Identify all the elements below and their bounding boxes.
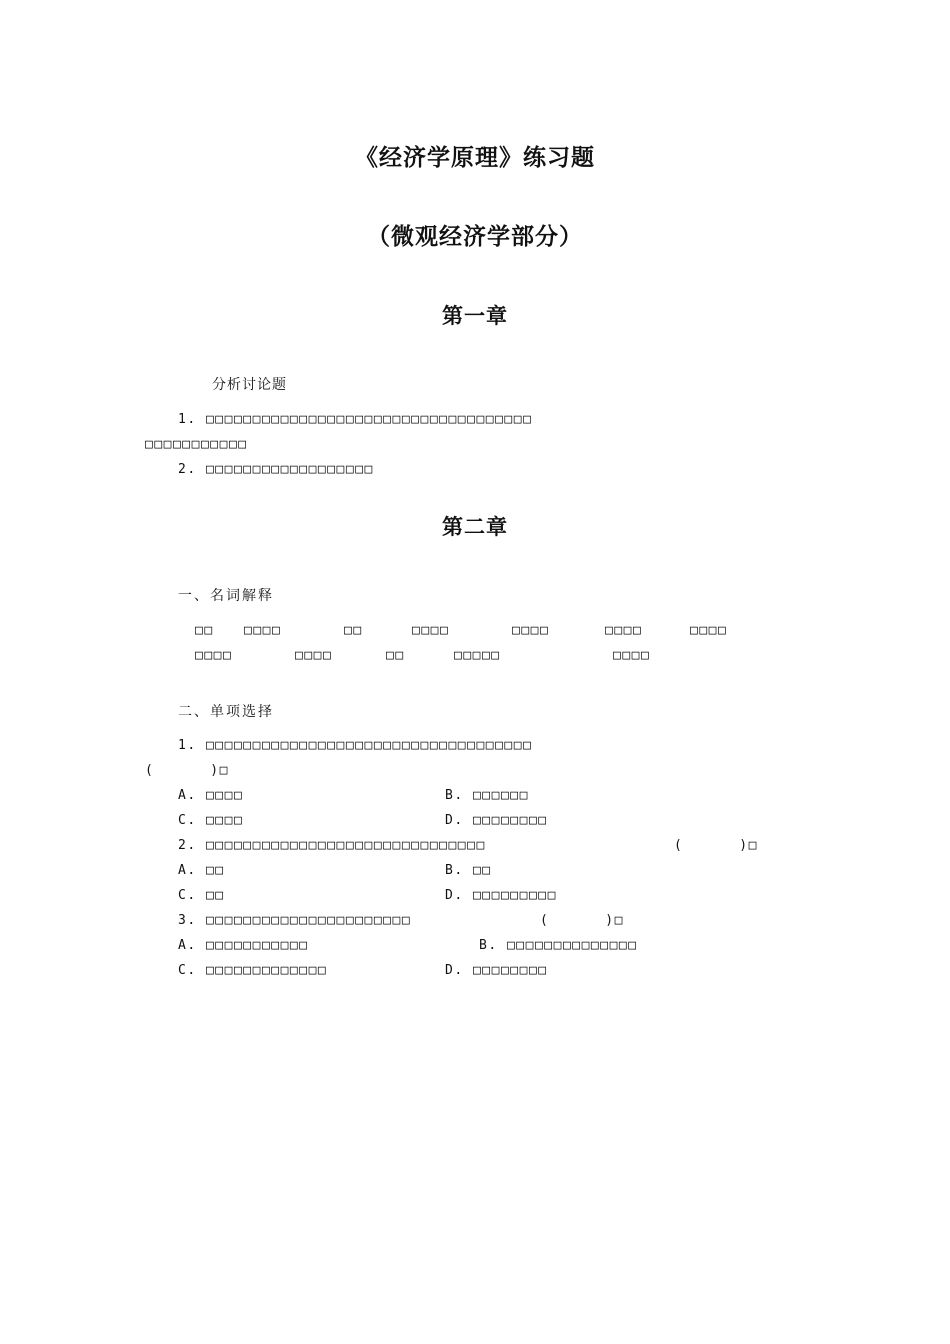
question2-stem: 2. □□□□□□□□□□□□□□□□□□□□□□□□□□□□□□ — [178, 838, 486, 853]
question3-stem: 3. □□□□□□□□□□□□□□□□□□□□□□ — [178, 913, 412, 928]
term-item: □□□□ — [605, 623, 643, 638]
term-item: □□ — [344, 623, 363, 638]
chapter2-heading: 第二章 — [442, 515, 508, 539]
term-item: □□□□ — [613, 648, 651, 663]
term-item: □□□□ — [412, 623, 450, 638]
question3-option-d: D. □□□□□□□□ — [445, 963, 548, 978]
term-item: □□ — [386, 648, 405, 663]
question2-option-c: C. □□ — [178, 888, 225, 903]
terms-section-label: 一、名词解释 — [178, 588, 274, 604]
question2-answer-bracket: ( )□ — [674, 838, 758, 853]
question1-option-c: C. □□□□ — [178, 813, 244, 828]
question3-option-c: C. □□□□□□□□□□□□□ — [178, 963, 328, 978]
question1-option-b: B. □□□□□□ — [445, 788, 529, 803]
question1-answer-bracket: ( )□ — [145, 763, 229, 778]
term-item: □□□□ — [244, 623, 282, 638]
question3-option-a: A. □□□□□□□□□□□ — [178, 938, 309, 953]
question1-option-d: D. □□□□□□□□ — [445, 813, 548, 828]
document-subtitle: （微观经济学部分） — [367, 224, 583, 250]
term-item: □□□□ — [195, 648, 233, 663]
document-title: 《经济学原理》练习题 — [355, 145, 595, 171]
term-item: □□□□ — [512, 623, 550, 638]
choice-section-label: 二、单项选择 — [178, 704, 274, 720]
chapter1-heading: 第一章 — [442, 304, 508, 328]
term-item: □□□□ — [690, 623, 728, 638]
question1-stem: 1. □□□□□□□□□□□□□□□□□□□□□□□□□□□□□□□□□□□ — [178, 738, 533, 753]
question1-option-a: A. □□□□ — [178, 788, 244, 803]
chapter1-question1-line1: 1. □□□□□□□□□□□□□□□□□□□□□□□□□□□□□□□□□□□ — [178, 412, 533, 427]
chapter1-question2: 2. □□□□□□□□□□□□□□□□□□ — [178, 462, 374, 477]
question3-option-b: B. □□□□□□□□□□□□□□ — [479, 938, 638, 953]
chapter1-section-label: 分析讨论题 — [212, 377, 287, 393]
question3-answer-bracket: ( )□ — [540, 913, 624, 928]
question2-option-a: A. □□ — [178, 863, 225, 878]
chapter1-question1-line2: □□□□□□□□□□□ — [145, 437, 248, 452]
question2-option-b: B. □□ — [445, 863, 492, 878]
question2-option-d: D. □□□□□□□□□ — [445, 888, 557, 903]
term-item: □□□□ — [295, 648, 333, 663]
term-item: □□ — [195, 623, 214, 638]
term-item: □□□□□ — [454, 648, 501, 663]
